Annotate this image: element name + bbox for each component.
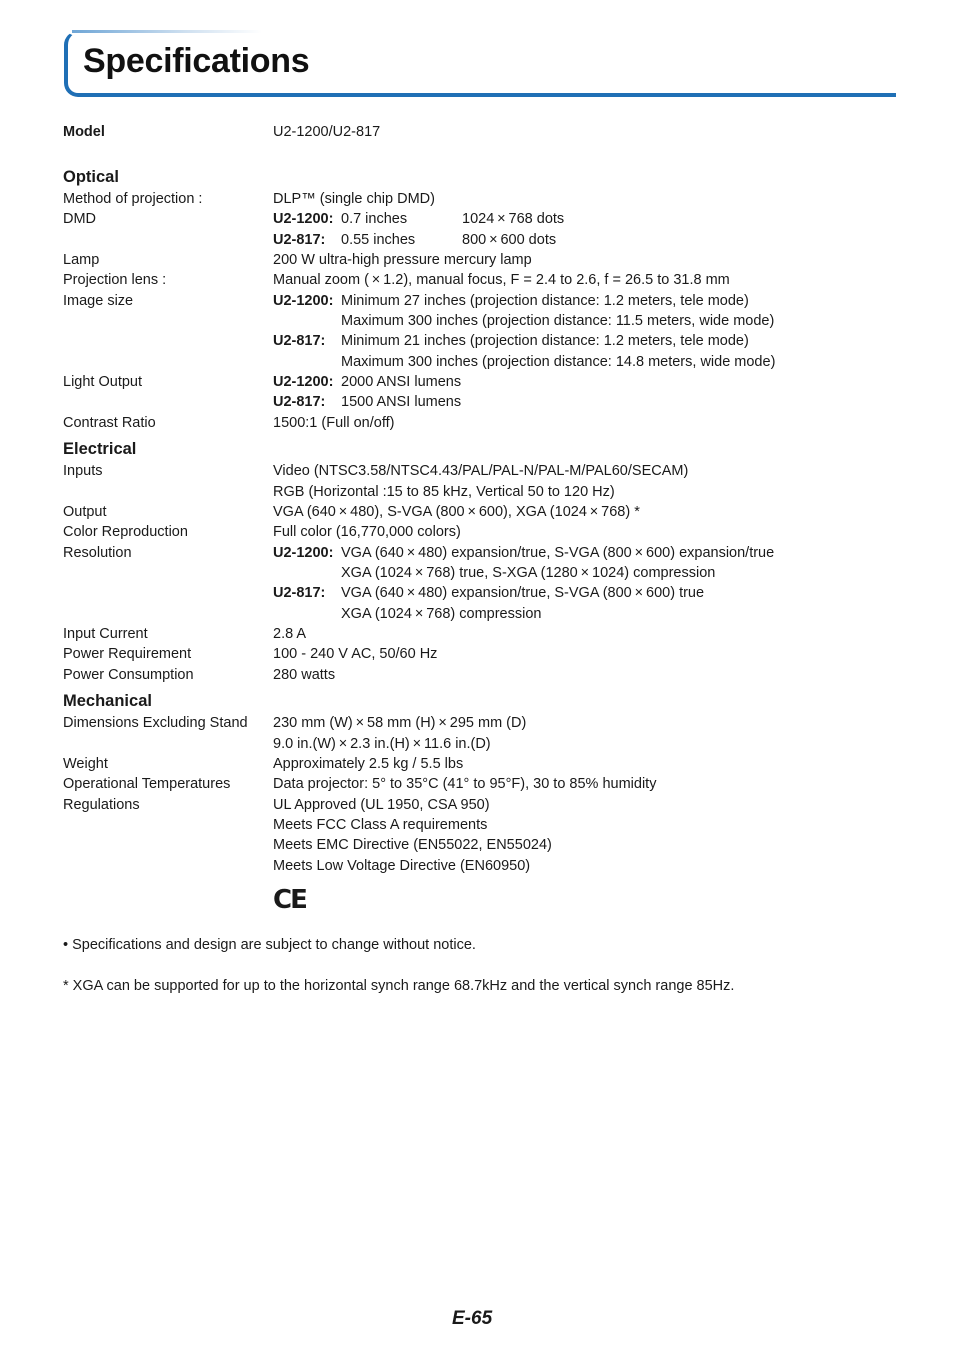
temperature-value: Data projector: 5° to 35°C (41° to 95°F), 30 to 85% humidity [273,776,657,792]
image-817-model: U2-817: [273,333,326,349]
temperature-label: Operational Temperatures [63,776,231,792]
light-1200-value: 2000 ANSI lumens [341,374,462,390]
dmd-label: DMD [63,211,97,227]
dimensions-mm: 230 mm (W) × 58 mm (H) × 295 mm (D) [273,715,527,731]
image-817-max: Maximum 300 inches (projection distance: 14.8 meters, wide mode) [341,354,776,370]
color-value: Full color (16,770,000 colors) [273,524,461,540]
regulation-emc: Meets EMC Directive (EN55022, EN55024) [273,837,552,853]
regulation-fcc: Meets FCC Class A requirements [273,817,488,833]
lamp-label: Lamp [63,252,100,268]
color-label: Color Reproduction [63,524,188,540]
electrical-heading: Electrical [63,440,137,458]
light-output-label: Light Output [63,374,142,390]
input-current-label: Input Current [63,626,148,642]
weight-value: Approximately 2.5 kg / 5.5 lbs [273,756,464,772]
res-1200-model: U2-1200: [273,545,334,561]
xga-footnote: * XGA can be supported for up to the horizontal synch range 68.7kHz and the vertical synch range 85Hz. [63,978,735,994]
lamp-value: 200 W ultra-high pressure mercury lamp [273,252,532,268]
dmd-817-dots: 800 × 600 dots [462,232,557,248]
contrast-label: Contrast Ratio [63,415,156,431]
image-1200-min: Minimum 27 inches (projection distance: 1.2 meters, tele mode) [341,293,749,309]
power-req-value: 100 - 240 V AC, 50/60 Hz [273,646,438,662]
inputs-rgb: RGB (Horizontal :15 to 85 kHz, Vertical 50 to 120 Hz) [273,484,615,500]
regulation-ul: UL Approved (UL 1950, CSA 950) [273,797,490,813]
dmd-817-model: U2-817: [273,232,326,248]
dmd-1200-model: U2-1200: [273,211,334,227]
resolution-label: Resolution [63,545,132,561]
light-1200-model: U2-1200: [273,374,334,390]
image-1200-max: Maximum 300 inches (projection distance: 11.5 meters, wide mode) [341,313,775,329]
res-817-line1: VGA (640 × 480) expansion/true, S-VGA (800 × 600) true [341,585,705,601]
contrast-value: 1500:1 (Full on/off) [273,415,395,431]
dmd-817-size: 0.55 inches [341,232,416,248]
optical-heading: Optical [63,168,119,186]
page-number: E-65 [452,1308,493,1329]
image-size-label: Image size [63,293,134,309]
res-1200-line1: VGA (640 × 480) expansion/true, S-VGA (800 × 600) expansion/true [341,545,775,561]
light-817-value: 1500 ANSI lumens [341,394,462,410]
power-req-label: Power Requirement [63,646,192,662]
image-817-min: Minimum 21 inches (projection distance: 1.2 meters, tele mode) [341,333,749,349]
model-value: U2-1200/U2-817 [273,124,381,140]
lens-label: Projection lens : [63,272,167,288]
ce-mark-icon: CE [273,885,306,915]
inputs-video: Video (NTSC3.58/NTSC4.43/PAL/PAL-N/PAL-M/PAL60/SECAM) [273,463,689,479]
res-817-model: U2-817: [273,585,326,601]
change-notice: • Specifications and design are subject to change without notice. [63,937,476,953]
image-1200-model: U2-1200: [273,293,334,309]
output-label: Output [63,504,107,520]
dmd-1200-size: 0.7 inches [341,211,408,227]
weight-label: Weight [63,756,108,772]
input-current-value: 2.8 A [273,626,307,642]
dimensions-label: Dimensions Excluding Stand [63,715,248,731]
output-value: VGA (640 × 480), S-VGA (800 × 600), XGA (1024 × 768) * [273,504,640,520]
power-cons-value: 280 watts [273,667,336,683]
light-817-model: U2-817: [273,394,326,410]
lens-value: Manual zoom ( × 1.2), manual focus, F = 2.4 to 2.6, f = 26.5 to 31.8 mm [273,272,730,288]
regulation-lvd: Meets Low Voltage Directive (EN60950) [273,858,531,874]
dimensions-in: 9.0 in.(W) × 2.3 in.(H) × 11.6 in.(D) [273,736,491,752]
model-label: Model [63,124,105,140]
inputs-label: Inputs [63,463,103,479]
regulations-label: Regulations [63,797,140,813]
res-817-line2: XGA (1024 × 768) compression [341,606,542,622]
dmd-1200-dots: 1024 × 768 dots [462,211,565,227]
res-1200-line2: XGA (1024 × 768) true, S-XGA (1280 × 1024) compression [341,565,716,581]
mechanical-heading: Mechanical [63,692,152,710]
method-value: DLP™ (single chip DMD) [273,191,435,207]
power-cons-label: Power Consumption [63,667,194,683]
page-title: Specifications [83,42,310,80]
title-accent-line [72,30,262,33]
method-label: Method of projection : [63,191,203,207]
